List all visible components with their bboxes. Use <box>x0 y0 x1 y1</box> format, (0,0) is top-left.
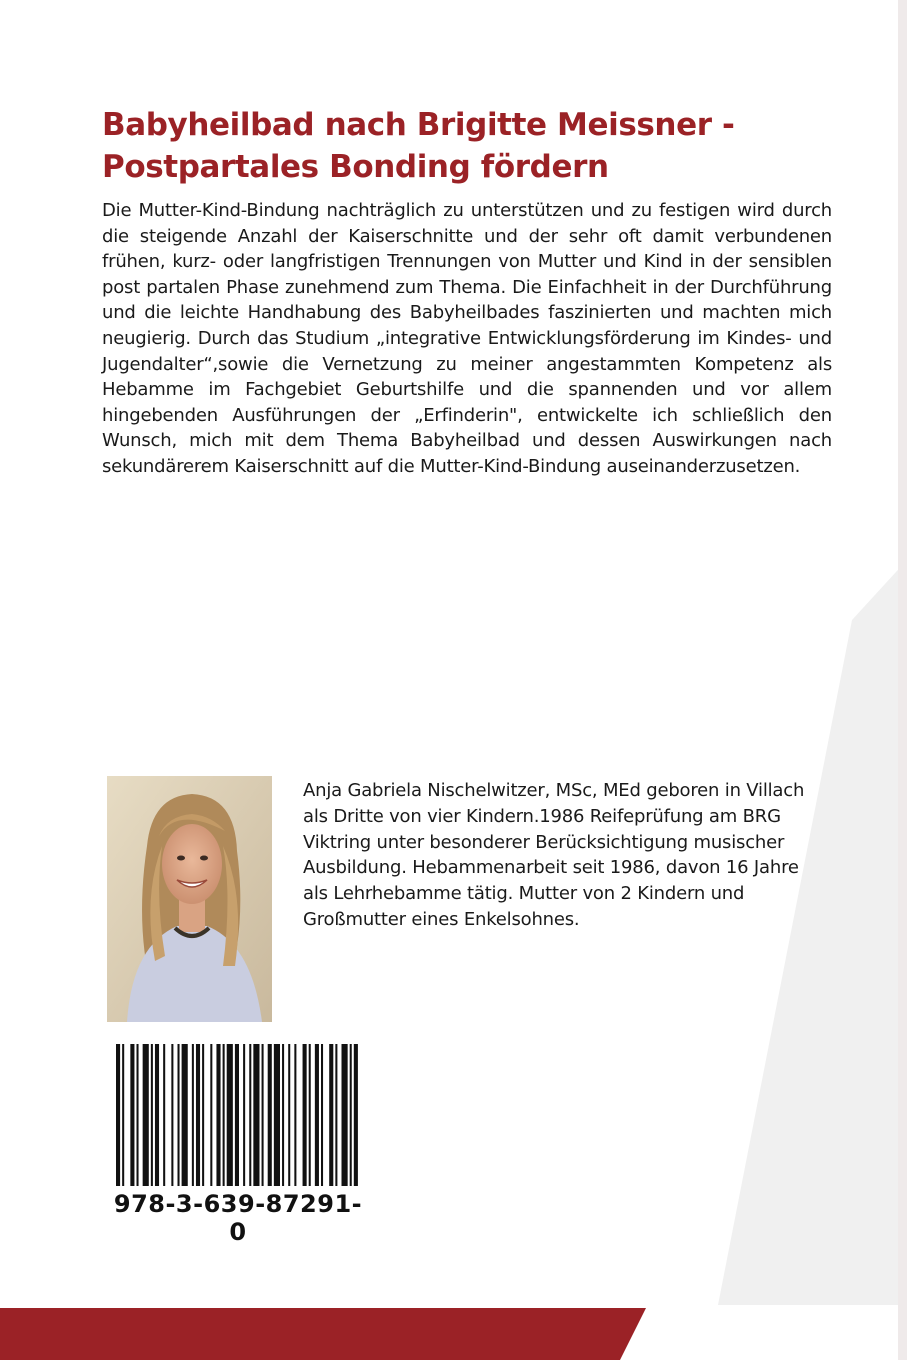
barcode-bar <box>151 1044 153 1186</box>
barcode <box>107 1030 369 1246</box>
barcode-bar <box>210 1044 212 1186</box>
barcode-bar <box>192 1044 194 1186</box>
barcode-bar <box>321 1044 323 1186</box>
book-blurb: Die Mutter-Kind-Bindung nachträglich zu unterstützen und zu festigen wird durch die steigende Anzahl der Kaiserschnitte und der sehr oft damit verbundenen frühen, kurz- oder langfristigen Trennungen von Mutter und Kind in der sensiblen post partalen Phase zunehmend zum Thema. Die Einfachheit in der Durchführung und die leichte Handhabung des Babyheilbades faszinierten und machten mich neugierig. Durch das Studium „integrative Entwicklungsförderung im Kindes- und Jugendalter“,sowie die Vernetzung zu meiner angestammten Kompetenz als Hebamme im Fachgebiet Geburtshilfe und die spannenden und vor allem hingebenden Ausführungen der „Erfinderin", entwickelte ich schließlich den Wunsch, mich mit dem Thema Babyheilbad und dessen Auswirkungen nach sekundärerem Kaiserschnitt auf die Mutter-Kind-Bindung auseinanderzusetzen. <box>102 200 832 477</box>
barcode-bar <box>354 1044 358 1186</box>
barcode-bars <box>116 1044 360 1186</box>
barcode-bar <box>223 1044 225 1186</box>
barcode-bar <box>303 1044 307 1186</box>
book-title: Babyheilbad nach Brigitte Meissner - Postpartales Bonding fördern <box>102 107 735 185</box>
barcode-bar <box>116 1044 120 1186</box>
barcode-bar <box>350 1044 352 1186</box>
author-bio: Anja Gabriela Nischelwitzer, MSc, MEd geboren in Villach als Dritte von vier Kindern.1986 Reifeprüfung am BRG Viktring unter besonderer Berücksichtigung musischer Ausbildung. Hebammenarbeit seit 1986, davon 16 Jahre als Lehrhebamme tätig. Mutter von 2 Kindern und Großmutter eines Enkelsohnes. <box>303 780 805 930</box>
barcode-bar <box>155 1044 159 1186</box>
right-edge-stripe <box>898 0 907 1360</box>
barcode-bar <box>235 1044 239 1186</box>
author-photo <box>107 776 272 1022</box>
barcode-bar <box>294 1044 296 1186</box>
barcode-bar <box>227 1044 233 1186</box>
barcode-bar <box>262 1044 264 1186</box>
barcode-bar <box>196 1044 200 1186</box>
barcode-bar <box>282 1044 284 1186</box>
barcode-bar <box>249 1044 251 1186</box>
barcode-bar <box>268 1044 272 1186</box>
barcode-bar <box>274 1044 280 1186</box>
barcode-bar <box>130 1044 134 1186</box>
barcode-bar <box>315 1044 319 1186</box>
barcode-bar <box>309 1044 311 1186</box>
barcode-bar <box>216 1044 220 1186</box>
barcode-bar <box>243 1044 245 1186</box>
barcode-bar <box>288 1044 290 1186</box>
barcode-bar <box>335 1044 337 1186</box>
barcode-bar <box>182 1044 188 1186</box>
barcode-bar <box>137 1044 139 1186</box>
barcode-bar <box>202 1044 204 1186</box>
bottom-accent-band <box>0 1308 646 1360</box>
isbn-number: 978-3-639-87291-0 <box>113 1190 363 1246</box>
barcode-bar <box>171 1044 173 1186</box>
barcode-bar <box>163 1044 165 1186</box>
barcode-bar <box>342 1044 348 1186</box>
barcode-bar <box>143 1044 149 1186</box>
barcode-bar <box>253 1044 259 1186</box>
barcode-bar <box>122 1044 124 1186</box>
barcode-bar <box>329 1044 333 1186</box>
barcode-bar <box>178 1044 180 1186</box>
